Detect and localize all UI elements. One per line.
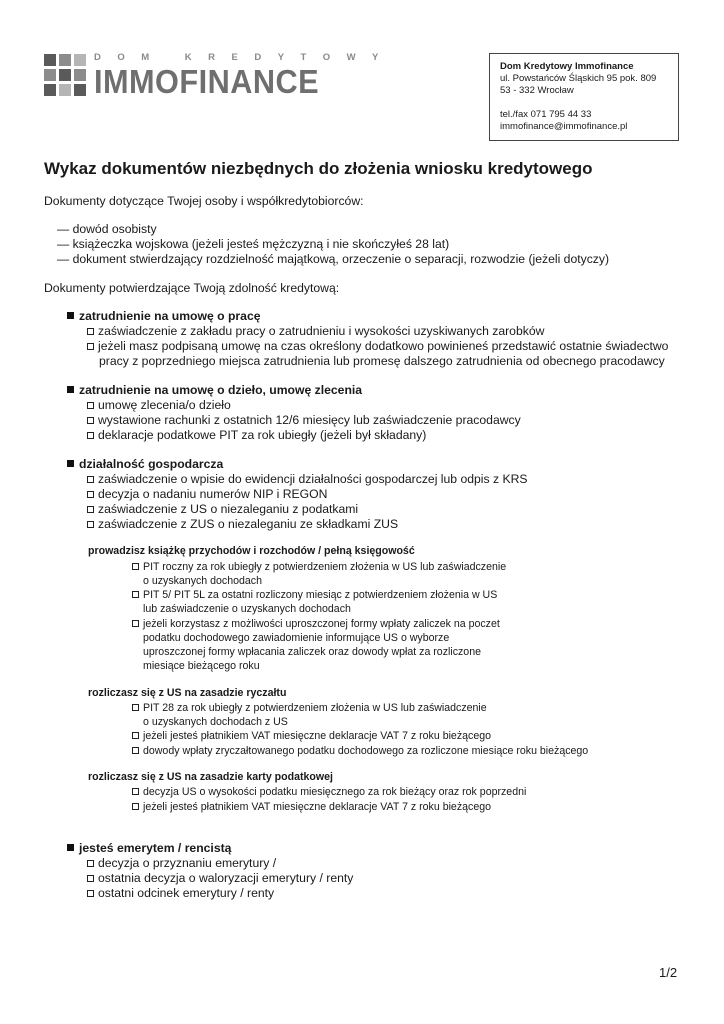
list-item: decyzja US o wysokości podatku miesięcznego za rok bieżący oraz rok poprzedni (132, 785, 526, 799)
logo-tagline: DOM KREDYTOWY (94, 52, 395, 63)
list-item: jeżeli masz podpisaną umowę na czas określony dodatkowo powinieneś przedstawić ostatnie świadectwo (87, 339, 668, 354)
street-address: ul. Powstańców Śląskich 95 pok. 809 (500, 73, 657, 84)
checkbox-icon (132, 591, 139, 598)
checkbox-icon (87, 506, 94, 513)
list-item: zaświadczenie z US o niezaleganiu z podatkami (87, 502, 358, 517)
list-item: zaświadczenie o wpisie do ewidencji działalności gospodarczej lub odpis z KRS (87, 472, 528, 487)
list-item-continuation: pracy z poprzedniego miejsca zatrudnienia lub promesę dalszego zatrudnienia od obecnego pracodawcy (99, 354, 665, 368)
list-item: — dowód osobisty (57, 222, 157, 236)
list-item-continuation: o uzyskanych dochodach z US (143, 716, 288, 728)
company-name: Dom Kredytowy Immofinance (500, 61, 634, 72)
subsection-heading: prowadzisz książkę przychodów i rozchodów / pełną księgowość (88, 545, 415, 557)
bullet-square-icon (67, 460, 74, 467)
list-item: — książeczka wojskowa (jeżeli jesteś mężczyzną i nie skończyłeś 28 lat) (57, 237, 450, 251)
bullet-square-icon (67, 386, 74, 393)
checkbox-icon (87, 860, 94, 867)
list-item: zaświadczenie z ZUS o niezaleganiu ze składkami ZUS (87, 517, 398, 532)
list-item: decyzja o przyznaniu emerytury / (87, 856, 276, 871)
subsection-heading: rozliczasz się z US na zasadzie karty podatkowej (88, 771, 333, 783)
checkbox-icon (87, 875, 94, 882)
list-item: wystawione rachunki z ostatnich 12/6 miesięcy lub zaświadczenie pracodawcy (87, 413, 521, 428)
bullet-square-icon (67, 312, 74, 319)
list-item: PIT 28 za rok ubiegły z potwierdzeniem złożenia w US lub zaświadczenie (132, 701, 487, 715)
list-item: umowę zlecenia/o dzieło (87, 398, 231, 413)
list-item: zaświadczenie z zakładu pracy o zatrudnieniu i wysokości uzyskiwanych zarobków (87, 324, 544, 339)
list-item: ostatnia decyzja o waloryzacji emerytury / renty (87, 871, 353, 886)
checkbox-icon (132, 704, 139, 711)
checkbox-icon (87, 476, 94, 483)
section-heading: działalność gospodarcza (67, 457, 223, 472)
section-heading: zatrudnienie na umowę o dzieło, umowę zlecenia (67, 383, 362, 398)
section-heading: jesteś emerytem / rencistą (67, 841, 231, 856)
city-address: 53 - 332 Wrocław (500, 85, 574, 96)
subsection-heading: rozliczasz się z US na zasadzie ryczałtu (88, 687, 287, 699)
checkbox-icon (87, 417, 94, 424)
list-item-continuation: o uzyskanych dochodach (143, 575, 262, 587)
checkbox-icon (132, 732, 139, 739)
company-logo (44, 52, 395, 102)
page-number: 1/2 (659, 965, 678, 980)
list-item: — dokument stwierdzający rozdzielność majątkową, orzeczenie o separacji, rozwodzie (jeżeli dotyczy) (57, 252, 610, 266)
capacity-intro: Dokumenty potwierdzające Twoją zdolność kredytową: (44, 281, 340, 295)
checkbox-icon (87, 343, 94, 350)
section-heading: zatrudnienie na umowę o pracę (67, 309, 261, 324)
list-item-continuation: miesiące bieżącego roku (143, 660, 260, 672)
address-box (489, 53, 679, 141)
checkbox-icon (87, 521, 94, 528)
bullet-square-icon (67, 844, 74, 851)
phone: tel./fax 071 795 44 33 (500, 109, 592, 120)
list-item: PIT 5/ PIT 5L za ostatni rozliczony miesiąc z potwierdzeniem złożenia w US (132, 588, 497, 602)
email[interactable]: immofinance@immofinance.pl (500, 121, 628, 132)
list-item: jeżeli korzystasz z możliwości uproszczonej formy wpłaty zaliczek na poczet (132, 617, 500, 631)
list-item-continuation: podatku dochodowego zawiadomienie informujące US o wyborze (143, 632, 450, 644)
list-item: jeżeli jesteś płatnikiem VAT miesięczne deklaracje VAT 7 z roku bieżącego (132, 800, 491, 814)
checkbox-icon (132, 747, 139, 754)
logo-wordmark: IMMOFINANCE (94, 63, 320, 100)
list-item: dowody wpłaty zryczałtowanego podatku dochodowego za rozliczone miesiące roku bieżącego (132, 744, 588, 758)
checkbox-icon (132, 803, 139, 810)
checkbox-icon (87, 328, 94, 335)
page-title: Wykaz dokumentów niezbędnych do złożenia wniosku kredytowego (44, 159, 593, 178)
list-item-continuation: uproszczonej formy wpłacania zaliczek oraz dowody wpłat za rozliczone (143, 646, 481, 658)
checkbox-icon (87, 432, 94, 439)
checkbox-icon (132, 563, 139, 570)
logo-squares-icon (44, 54, 88, 98)
list-item: ostatni odcinek emerytury / renty (87, 886, 274, 901)
list-item: PIT roczny za rok ubiegły z potwierdzeniem złożenia w US lub zaświadczenie (132, 560, 506, 574)
list-item: jeżeli jesteś płatnikiem VAT miesięczne deklaracje VAT 7 z roku bieżącego (132, 729, 491, 743)
checkbox-icon (132, 620, 139, 627)
checkbox-icon (132, 788, 139, 795)
checkbox-icon (87, 491, 94, 498)
personal-intro: Dokumenty dotyczące Twojej osoby i współkredytobiorców: (44, 194, 364, 208)
checkbox-icon (87, 890, 94, 897)
list-item-continuation: lub zaświadczenie o uzyskanych dochodach (143, 603, 351, 615)
list-item: decyzja o nadaniu numerów NIP i REGON (87, 487, 327, 502)
checkbox-icon (87, 402, 94, 409)
list-item: deklaracje podatkowe PIT za rok ubiegły (jeżeli był składany) (87, 428, 426, 443)
